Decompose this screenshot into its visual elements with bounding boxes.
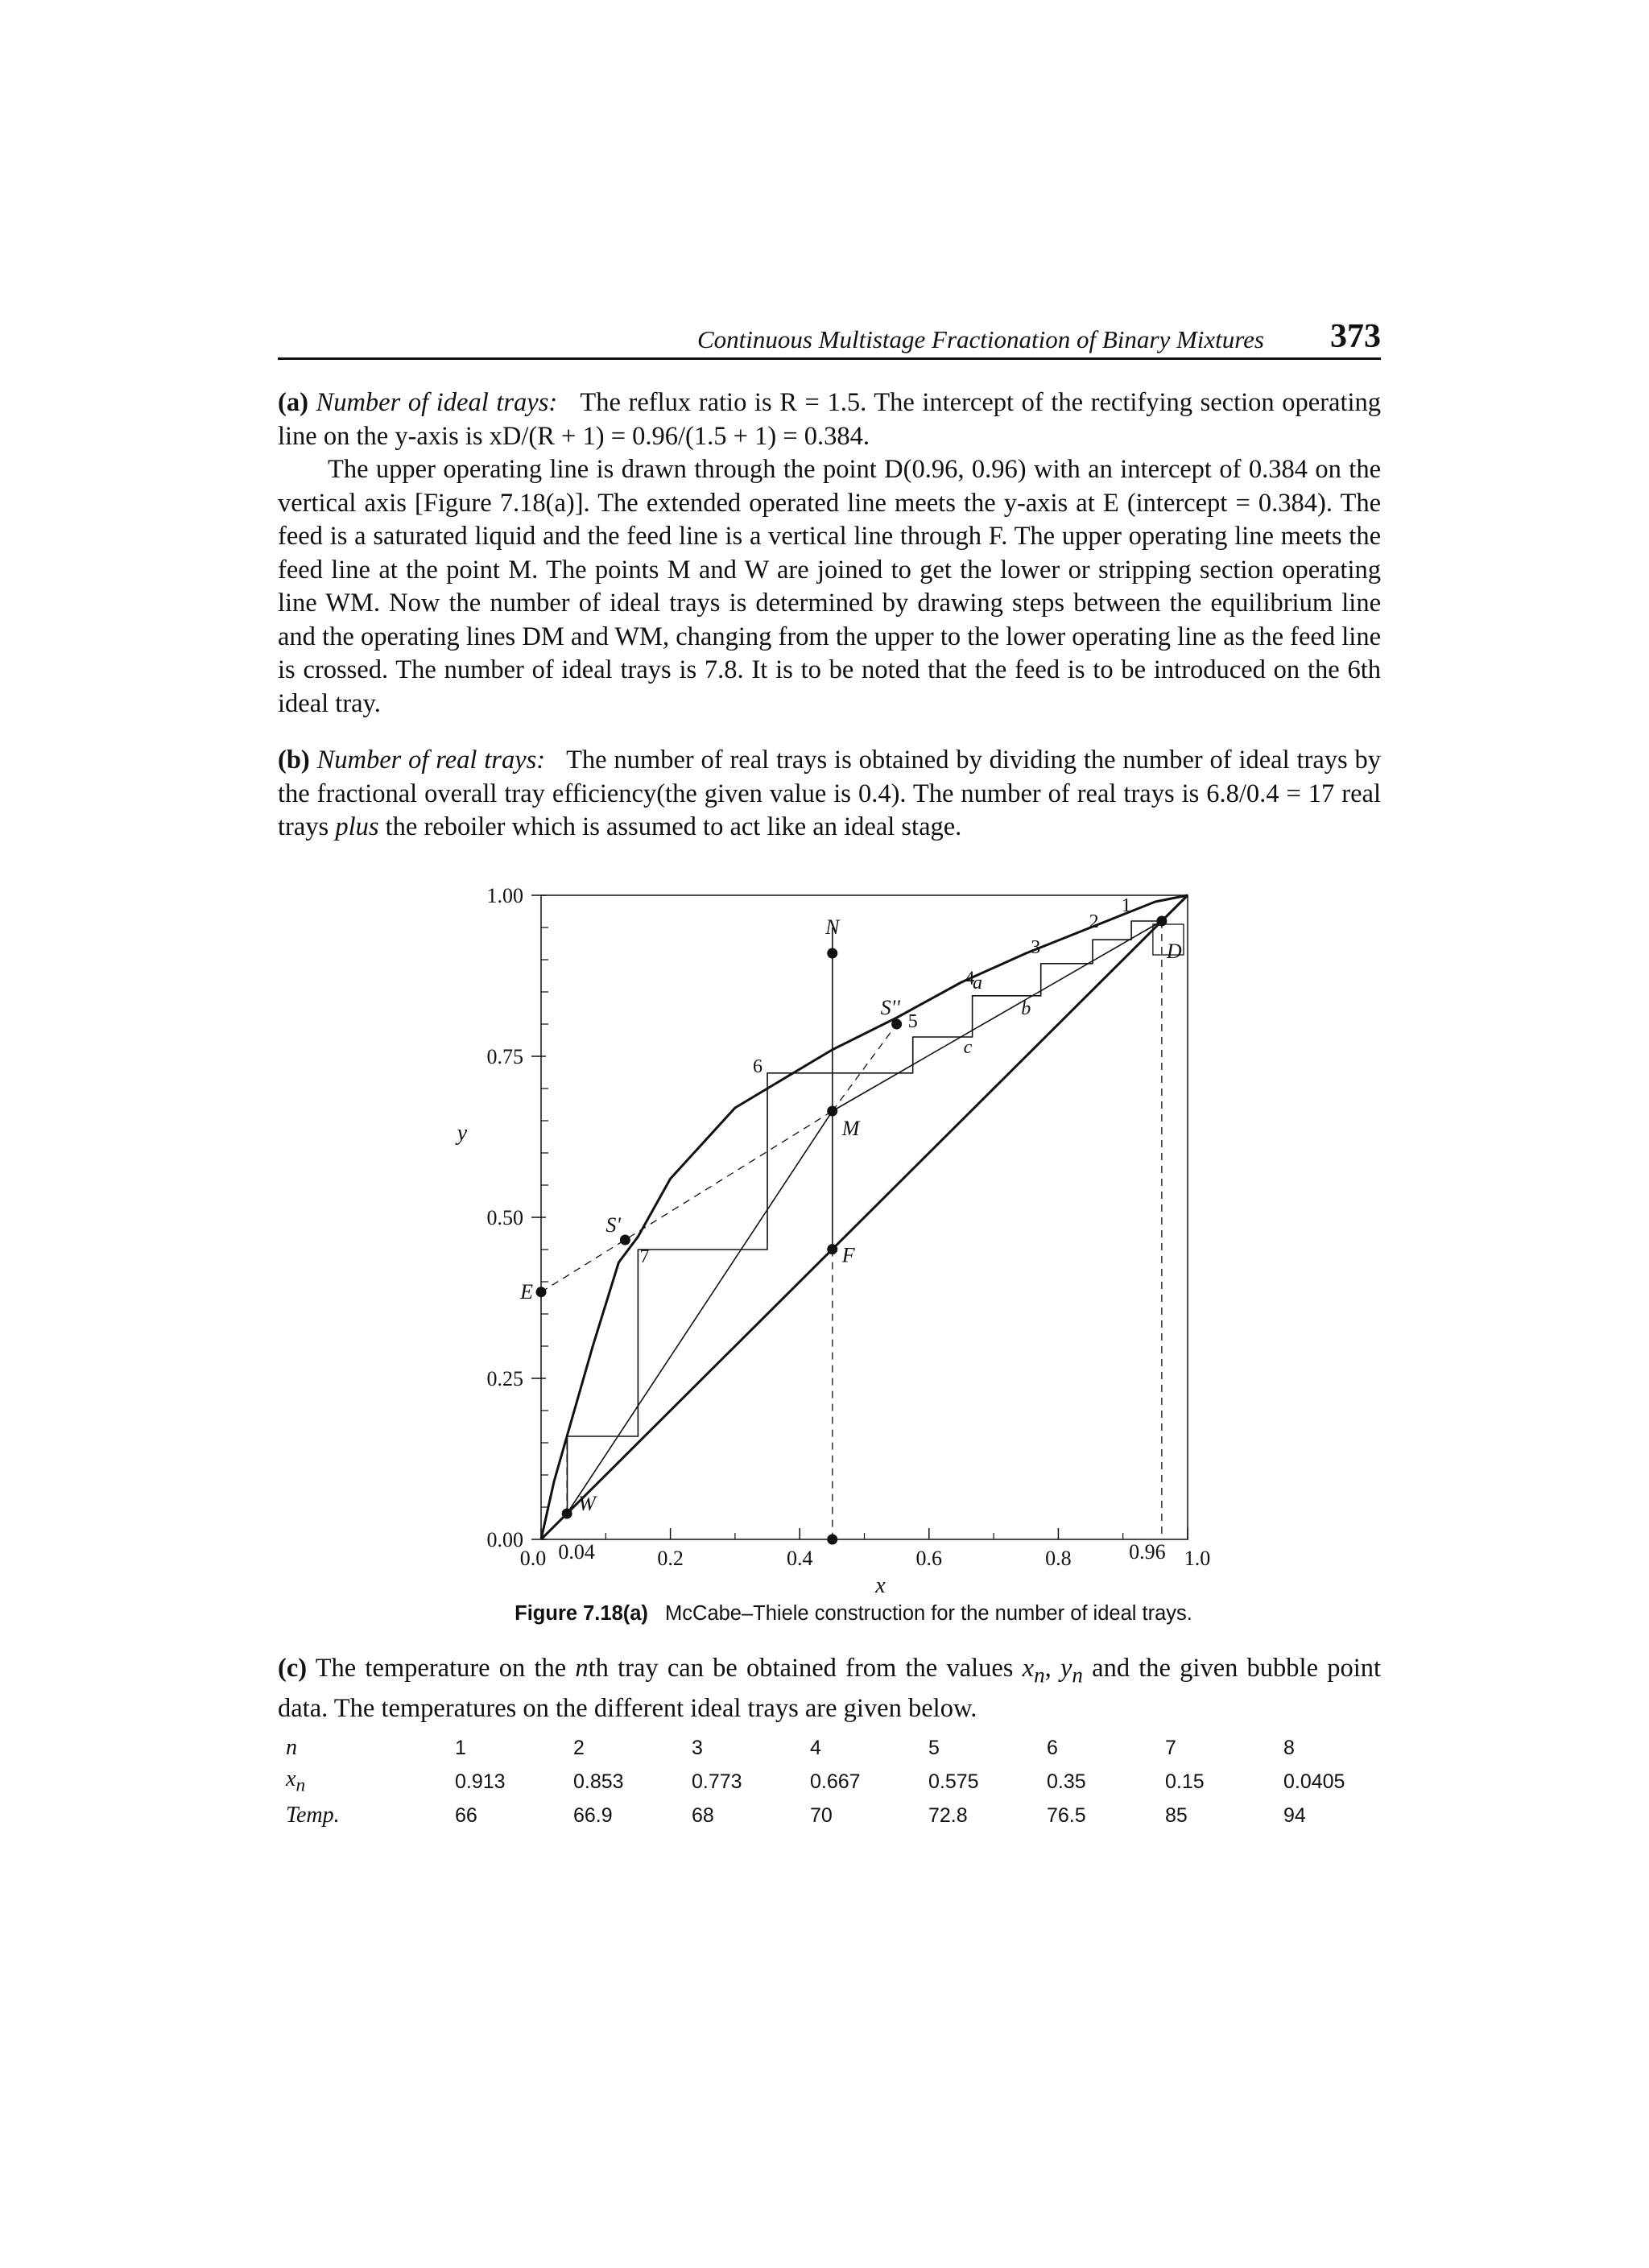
y-tick-label: 0.25 <box>486 1367 523 1390</box>
cell-temp: 66 <box>455 1803 477 1827</box>
point-label-n: N <box>825 915 840 939</box>
cell-xn: 0.667 <box>810 1770 861 1793</box>
annotation-a: a <box>973 973 983 994</box>
y-tick-label: 0.50 <box>486 1206 523 1229</box>
point-label-sp: S' <box>605 1213 621 1237</box>
annotation-6: 6 <box>753 1056 763 1077</box>
y-tick-label: 1.00 <box>486 884 523 907</box>
para-a-sentence-1: The reflux ratio is R = 1.5. The intercept of the rectifying section operating line on the y-axis is xD/(R + 1) = 0.96/(1.5 + 1) = 0.384. <box>278 388 1381 451</box>
row-head-n: n <box>286 1735 297 1760</box>
cell-temp: 70 <box>810 1803 833 1827</box>
table-row <box>286 1765 1402 1799</box>
series-e-m-extension <box>541 1111 833 1292</box>
annotation-5: 5 <box>907 1011 918 1032</box>
paragraph-a <box>278 386 1381 721</box>
cell-xn: 0.0405 <box>1283 1770 1345 1793</box>
x-tick-label: 0.8 <box>1045 1547 1072 1570</box>
cell-xn: 0.15 <box>1165 1770 1205 1793</box>
cell-temp: 76.5 <box>1047 1803 1086 1827</box>
x-tick-label-xd: 0.96 <box>1129 1540 1166 1564</box>
lead-a-title: Number of ideal trays: <box>316 388 558 417</box>
caption-number: Figure 7.18(a) <box>515 1602 648 1625</box>
x-tick-label: 0.4 <box>786 1547 813 1570</box>
cell-n: 3 <box>692 1736 703 1759</box>
cell-n: 1 <box>455 1736 466 1759</box>
row-head-temp: Temp. <box>286 1803 340 1828</box>
annotation-b: b <box>1021 998 1031 1019</box>
y-tick-label: 0.75 <box>486 1045 523 1068</box>
table-row <box>286 1799 1402 1832</box>
point-m <box>827 1106 837 1117</box>
para-c-text-2: th tray can be obtained from the values <box>588 1654 1014 1683</box>
y-axis-label: y <box>457 1121 468 1146</box>
lead-b-title: Number of real trays: <box>316 746 546 775</box>
point-sp <box>620 1235 630 1246</box>
annotation-4: 4 <box>965 968 975 989</box>
para-b-italic-word: plus <box>335 812 379 841</box>
x-tick-label: 0.6 <box>915 1547 943 1570</box>
para-b-text-1: The number of real trays is obtained by dividing the number of ideal trays by the fractional overall tray efficiency(the given value is 0.4). The number of real trays is 6.8/0.4 = 17 real trays <box>278 746 1381 841</box>
para-b-text-2: the reboiler which is assumed to act like an ideal stage. <box>385 812 962 841</box>
lead-b: (b) <box>278 746 310 775</box>
x-tick-label: 0.2 <box>657 1547 684 1570</box>
point-n <box>827 948 837 959</box>
running-title: Continuous Multistage Fractionation of Binary Mixtures <box>696 325 1264 353</box>
para-c-n: n <box>575 1654 589 1683</box>
annotation-2: 2 <box>1089 911 1099 932</box>
lead-c: (c) <box>278 1654 308 1683</box>
figure-caption <box>499 1602 1208 1626</box>
annotation-c: c <box>963 1037 973 1058</box>
cell-xn: 0.35 <box>1047 1770 1086 1793</box>
point-label-spp: S'' <box>880 996 900 1019</box>
paragraph-b <box>278 744 1381 845</box>
series-s-dashed <box>833 1024 897 1111</box>
cell-n: 2 <box>573 1736 585 1759</box>
para-c-text-3: and the given bubble point data. The temperatures on the different ideal trays are given below. <box>278 1654 1382 1723</box>
annotation-3: 3 <box>1031 937 1041 958</box>
cell-xn: 0.575 <box>928 1770 979 1793</box>
point-label-f: F <box>841 1243 855 1267</box>
point-w <box>562 1509 572 1519</box>
temperature-table <box>286 1731 1402 1832</box>
point-label-w: W <box>578 1492 596 1515</box>
point-label-m: M <box>841 1117 860 1140</box>
x-tick-label: 1.0 <box>1184 1547 1211 1570</box>
cell-n: 8 <box>1283 1736 1295 1759</box>
series-wm <box>567 1111 833 1514</box>
annotation-1: 1 <box>1121 895 1131 916</box>
para-a-sentence-2: The upper operating line is drawn through the point D(0.96, 0.96) with an intercept of 0.384 on the vertical axis [Figure 7.18(a)]. The extended operated line meets the y-axis at E (intercept = 0.384). The feed is a saturated liquid and the feed line is a vertical line through F. The upper operating line meets the feed line at the point M. The points M and W are joined to get the lower or stripping section operating line WM. Now the number of ideal trays is determined by drawing steps between the equilibrium line and the operating lines DM and WM, changing from the upper to the lower operating line as the feed line is crossed. The number of ideal trays is 7.8. It is to be noted that the feed is to be introduced on the 6th ideal tray. <box>278 455 1381 718</box>
lead-a: (a) <box>278 388 308 417</box>
table-row <box>286 1731 1402 1765</box>
point-label-e: E <box>520 1279 533 1303</box>
x-tick-label-xw: 0.04 <box>558 1540 595 1564</box>
page-number: 373 <box>1330 318 1381 355</box>
x-tick-label: 0.0 <box>519 1547 547 1570</box>
cell-temp: 72.8 <box>928 1803 968 1827</box>
row-head-xn: $x_n$ <box>286 1766 306 1796</box>
point-d <box>1156 916 1167 927</box>
point-spp <box>891 1019 902 1030</box>
page-header <box>278 316 1381 360</box>
x-axis-label: x <box>875 1573 886 1598</box>
cell-n: 5 <box>928 1736 940 1759</box>
cell-temp: 68 <box>692 1803 714 1827</box>
cell-n: 7 <box>1165 1736 1176 1759</box>
cell-temp: 94 <box>1283 1803 1306 1827</box>
cell-temp: 85 <box>1165 1803 1188 1827</box>
mccabe-thiele-chart <box>451 874 1256 1598</box>
point-f <box>827 1244 837 1254</box>
cell-xn: 0.913 <box>455 1770 506 1793</box>
cell-n: 4 <box>810 1736 821 1759</box>
point-label-d: D <box>1166 940 1182 963</box>
point-base <box>827 1535 837 1545</box>
para-c-text-1: The temperature on the <box>315 1654 567 1683</box>
paragraph-c: (c) The temperature on the nth tray can be obtained from the values $x_n$, $y_n$ and the given bubble point data. The temperatures on the different ideal trays are given below. <box>278 1654 1382 1723</box>
cell-xn: 0.773 <box>692 1770 742 1793</box>
series-diagonal <box>541 895 1188 1539</box>
cell-xn: 0.853 <box>573 1770 624 1793</box>
y-tick-label: 0.00 <box>486 1528 523 1551</box>
point-e <box>536 1287 547 1297</box>
caption-text: McCabe–Thiele construction for the number of ideal trays. <box>665 1602 1192 1625</box>
annotation-7: 7 <box>639 1246 650 1267</box>
cell-temp: 66.9 <box>573 1803 613 1827</box>
mccabe-thiele-figure <box>451 874 1256 1598</box>
cell-n: 6 <box>1047 1736 1058 1759</box>
